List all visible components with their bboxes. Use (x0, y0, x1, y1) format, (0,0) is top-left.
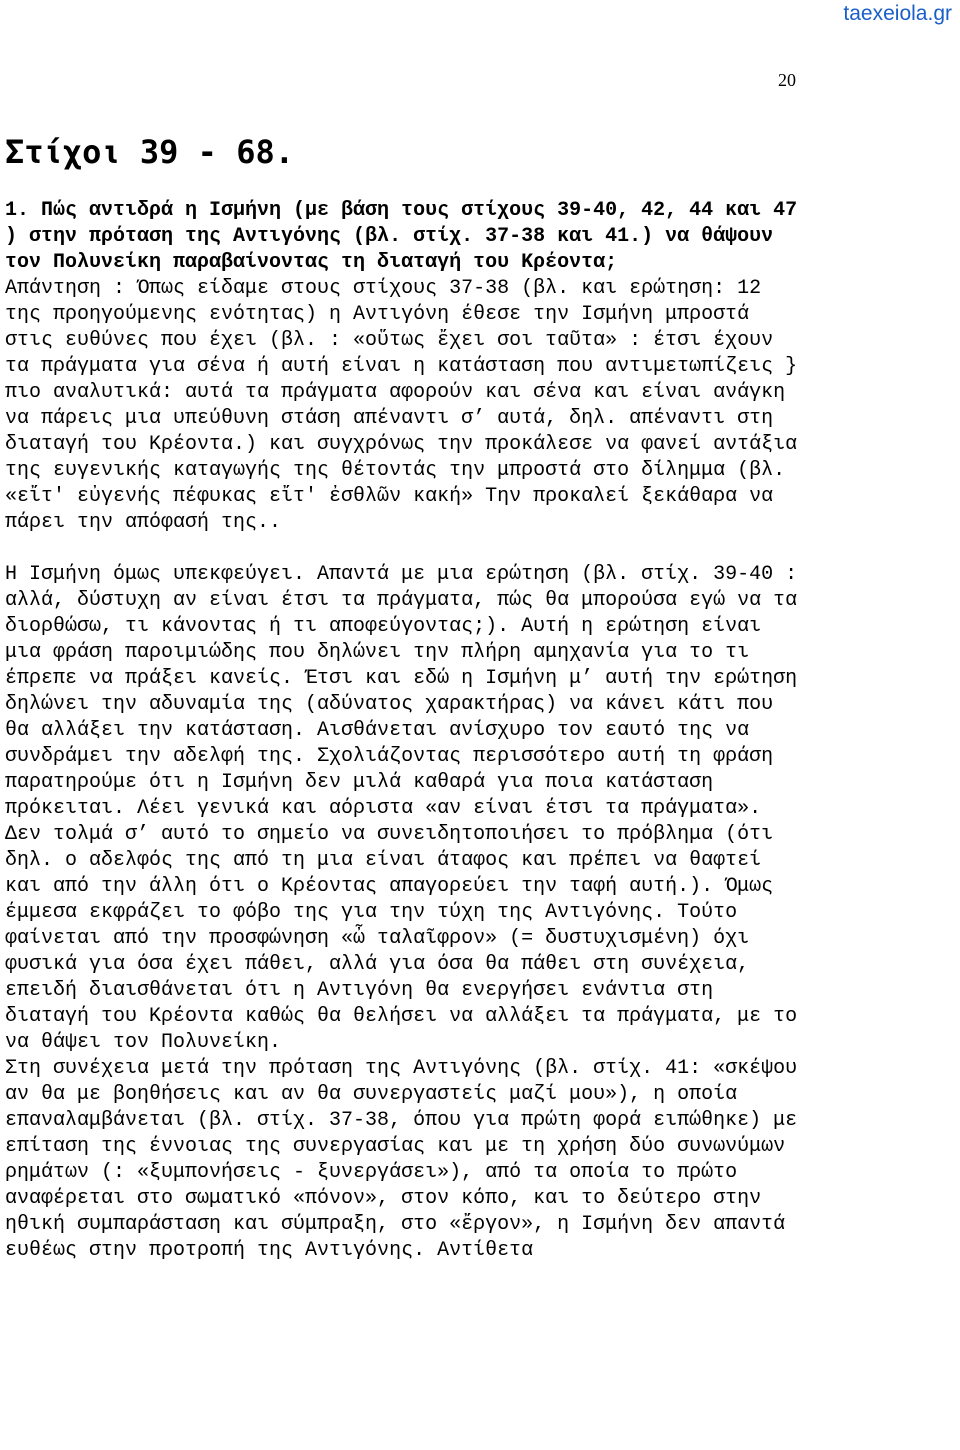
page-number: 20 (778, 70, 796, 90)
answer-paragraph-1: Απάντηση : Όπως είδαμε στους στίχους 37-38 (βλ. και ερώτηση: 12 της προηγούμενης ενότητας) η Αντιγόνη έθεσε την Ισμήνη μπροστά στις ευθύνες που έχει (βλ. : «οὕτως ἔχει σοι ταῦτα» : έτσι έχουν τα πράγματα για σένα ή αυτή είναι η κατάσταση που αντιμετωπίζεις } πιο αναλυτικά: αυτά τα πράγματα αφορούν και σένα και είναι ανάγκη να πάρεις μια υπεύθυνη στάση απέναντι σ’ αυτά, δηλ. απέναντι στη διαταγή του Κρέοντα.) και συγχρόνως την προκάλεσε να φανεί αντάξια της ευγενικής καταγωγής της θέτοντάς την μπροστά στο δίλημμα (βλ. «εἴτ' εὐγενής πέφυκας εἴτ' ἐσθλῶν κακή» Την προκαλεί ξεκάθαρα να πάρει την απόφασή της.. (5, 277, 798, 534)
section-title: Στίχοι 39 - 68. (5, 133, 294, 171)
paragraph-gap (5, 536, 800, 562)
site-link[interactable]: taexeiola.gr (843, 2, 952, 25)
document-body (5, 132, 800, 1264)
question-text: 1. Πώς αντιδρά η Ισμήνη (με βάση τους στίχους 39-40, 42, 44 και 47 ) στην πρόταση της Αντιγόνης (βλ. στίχ. 37-38 και 41.) να θάψουν τον Πολυνείκη παραβαίνοντας τη διαταγή του Κρέοντα; (5, 199, 798, 274)
answer-paragraph-2: Η Ισμήνη όμως υπεκφεύγει. Απαντά με μια ερώτηση (βλ. στίχ. 39-40 : αλλά, δύστυχη αν είναι έτσι τα πράγματα, πώς θα μπορούσα εγώ να τα διορθώσω, τι κάνοντας ή τι αποφεύγοντας;). Αυτή η ερώτηση είναι μια φράση παροιμιώδης που δηλώνει την πλήρη αμηχανία για το τι έπρεπε να πράξει κανείς. Έτσι και εδώ η Ισμήνη μ’ αυτή την ερώτηση δηλώνει την αδυναμία της (αδύνατος χαρακτήρας) να κάνει κάτι που θα αλλάξει την κατάσταση. Αισθάνεται ανίσχυρο τον εαυτό της να συνδράμει την αδελφή της. Σχολιάζοντας περισσότερο αυτή τη φράση παρατηρούμε ότι η Ισμήνη δεν μιλά καθαρά για ποια κατάσταση πρόκειται. Λέει γενικά και αόριστα «αν είναι έτσι τα πράγματα». Δεν τολμά σ’ αυτό το σημείο να συνειδητοποιήσει το πρόβλημα (ότι δηλ. ο αδελφός της από τη μια είναι άταφος και πρέπει να θαφτεί και από την άλλη ότι ο Κρέοντας απαγορεύει την ταφή αυτή.). Όμως έμμεσα εκφράζει το φόβο της για την τύχη της Αντιγόνης. Τούτο φαίνεται από την προσφώνηση «ὦ ταλαῖφρον» (= δυστυχισμένη) όχι φυσικά για όσα έχει πάθει, αλλά για όσα θα πάθει στη συνέχεια, επειδή διαισθάνεται ότι η Αντιγόνη θα ενεργήσει ενάντια στη διαταγή του Κρέοντα καθώς θα θελήσει να αλλάξει τα πράγματα, με το να θάψει τον Πολυνείκη. (5, 563, 798, 1054)
answer-paragraph-3: Στη συνέχεια μετά την πρόταση της Αντιγόνης (βλ. στίχ. 41: «σκέψου αν θα με βοηθήσεις και αν θα συνεργαστείς μαζί μου»), η οποία επαναλαμβάνεται (βλ. στίχ. 37-38, όπου για πρώτη φορά ειπώθηκε) με επίταση της έννοιας της συνεργασίας και με τη χρήση δύο συνωνύμων ρημάτων (: «ξυμπονήσεις - ξυνεργάσει»), από τα οποία το πρώτο αναφέρεται στο σωματικό «πόνον», στον κόπο, και το δεύτερο στην ηθική συμπαράσταση και σύμπραξη, στο «ἔργον», η Ισμήνη δεν απαντά ευθέως στην προτροπή της Αντιγόνης. Αντίθετα (5, 1057, 798, 1262)
